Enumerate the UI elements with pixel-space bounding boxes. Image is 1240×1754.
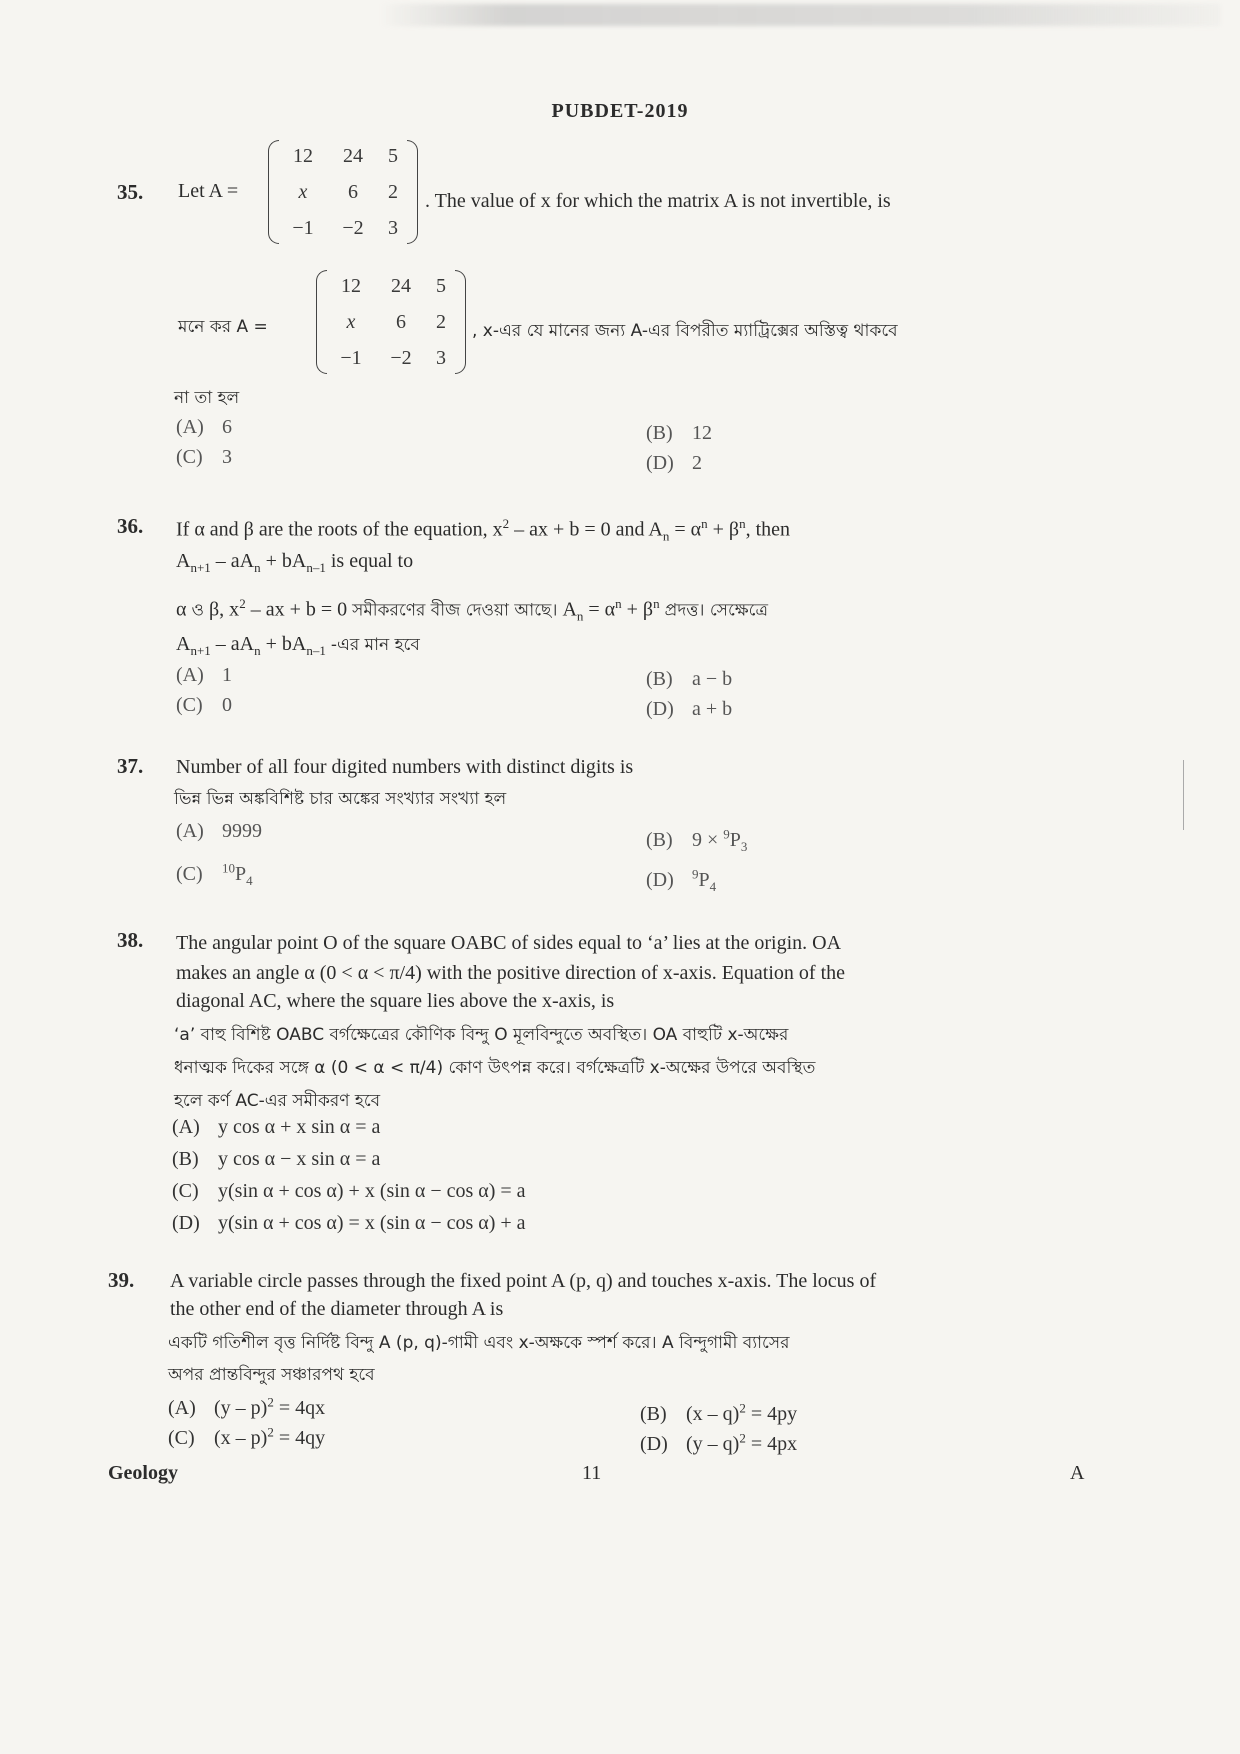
matrix-cell: 2 [388, 180, 398, 203]
footer-set: A [1070, 1462, 1085, 1484]
footer-page-number: 11 [582, 1462, 602, 1484]
q38-en-line3: diagonal AC, where the square lies above the x-axis, is [176, 990, 615, 1012]
q38-option-b [172, 1148, 380, 1171]
q39-option-c [168, 1424, 325, 1450]
q36-option-a [176, 664, 232, 687]
option-text: $9 \times ^9P_3$ [692, 826, 748, 854]
matrix-cell: 12 [293, 144, 313, 167]
q39-en-line1: A variable circle passes through the fixed point A (p, q) and touches x-axis. The locus of [170, 1270, 877, 1292]
matrix-cell: 5 [388, 144, 398, 167]
option-text: y cos α + x sin α = a [218, 1116, 381, 1138]
q39-option-d [640, 1430, 797, 1456]
option-label: (C) [168, 1426, 195, 1449]
q38-bn-line2: ধনাত্মক দিকের সঙ্গে α (0 < α < π/4) কোণ উৎপন্ন করে। বর্গক্ষেত্রটি x-অক্ষের উপরে অবস্থিত [174, 1058, 816, 1078]
matrix-cell: 6 [348, 180, 358, 203]
option-label: (A) [176, 416, 204, 438]
option-text: 6 [222, 416, 232, 438]
question-number: 36. [117, 514, 144, 538]
option-label: (C) [172, 1180, 199, 1202]
q39-bn-line1: একটি গতিশীল বৃত্ত নির্দিষ্ট বিন্দু A (p, q)-গামী এবং x-অক্ষকে স্পর্শ করে। A বিন্দুগামী ব্যাসের [168, 1333, 790, 1353]
q35-en-prefix: Let A = [178, 180, 239, 202]
matrix-cell: 2 [436, 310, 446, 333]
option-label: (C) [176, 862, 203, 885]
q38-bn-line1: ‘a’ বাহু বিশিষ্ট OABC বর্গক্ষেত্রের কৌণিক বিন্দু O মূলবিন্দুতে অবস্থিত। OA বাহুটি x-অক্ষের [174, 1025, 789, 1045]
option-label: (D) [646, 698, 674, 720]
q35-option-c [176, 446, 232, 469]
q35-bn-prefix: মনে কর A = [178, 317, 268, 337]
q36-option-c [176, 694, 232, 717]
option-text: $^9P_4$ [692, 866, 717, 894]
option-label: (B) [640, 1402, 667, 1425]
q36-option-b [646, 668, 732, 691]
option-label: (A) [176, 820, 204, 842]
option-label: (A) [176, 664, 204, 686]
q37-option-a [176, 820, 262, 843]
q35-bn-line2: না তা হল [174, 388, 240, 408]
option-label: (B) [646, 668, 673, 690]
option-text: 12 [692, 422, 712, 444]
q35-bn-suffix: , x-এর যে মানের জন্য A-এর বিপরীত ম্যাট্রিক্সের অস্তিত্ব থাকবে [472, 321, 898, 341]
q38-bn-line3: হলে কর্ণ AC-এর সমীকরণ হবে [174, 1091, 381, 1111]
q38-en-line2: makes an angle α (0 < α < π/4) with the positive direction of x-axis. Equation of the [176, 962, 846, 984]
question-number: 37. [117, 754, 144, 778]
matrix-cell: x [346, 310, 356, 333]
option-text: 2 [692, 452, 702, 474]
option-text: 1 [222, 664, 232, 686]
q37-option-b [646, 826, 747, 855]
q35-matrix-bn [316, 268, 466, 376]
matrix-cell: −2 [390, 346, 412, 369]
q39-bn-line2: অপর প্রান্তবিন্দুর সঞ্চারপথ হবে [168, 1365, 375, 1385]
q36-option-d [646, 698, 732, 721]
q39-option-b [640, 1400, 797, 1426]
scan-smudge [380, 4, 1220, 26]
question-number: 35. [117, 180, 144, 204]
option-label: (A) [172, 1116, 200, 1138]
option-text: 3 [222, 446, 232, 468]
option-label: (B) [646, 422, 673, 444]
q38-option-d [172, 1212, 526, 1235]
matrix-cell: 24 [343, 144, 363, 167]
q39-option-a [168, 1394, 325, 1420]
q37-bn: ভিন্ন ভিন্ন অঙ্কবিশিষ্ট চার অঙ্কের সংখ্যার সংখ্যা হল [174, 789, 507, 809]
option-text: 0 [222, 694, 232, 716]
matrix-cell: −1 [340, 346, 362, 369]
q37-option-c [176, 860, 253, 889]
q39-en-line2: the other end of the diameter through A is [170, 1298, 504, 1320]
matrix-cell: −1 [292, 216, 314, 239]
option-label: (A) [168, 1396, 196, 1419]
option-text: y cos α − x sin α = a [218, 1148, 381, 1170]
matrix-cell: 5 [436, 274, 446, 297]
option-label: (D) [646, 452, 674, 474]
matrix-cell: 6 [396, 310, 406, 333]
scan-mark [1183, 760, 1184, 830]
q37-option-d [646, 866, 716, 895]
option-text: y(sin α + cos α) = x (sin α − cos α) + a [218, 1212, 526, 1234]
option-text: y(sin α + cos α) + x (sin α − cos α) = a [218, 1180, 526, 1202]
q38-option-a [172, 1116, 380, 1139]
q35-option-d [646, 452, 702, 475]
page-title: PUBDET-2019 [551, 100, 689, 122]
option-text: (x – p)$^2$ = 4qy [214, 1424, 326, 1449]
option-label: (C) [176, 446, 203, 468]
option-text: (y – p)$^2$ = 4qx [214, 1394, 326, 1419]
question-number: 39. [108, 1268, 135, 1292]
q36-en-line2: $A_{n+1} - aA_n + bA_{n-1}$ is equal to [176, 550, 414, 575]
option-text: (x – q)$^2$ = 4py [686, 1400, 798, 1425]
q36-bn-line1: α ও β, $x^2$ – ax + b = 0 সমীকরণের বীজ দেওয়া আছে। $A_n = \alpha^n + \beta^n$ প্রদত্ত। সেক্ষেত্রে [176, 596, 768, 624]
matrix-cell: 3 [436, 346, 446, 369]
option-text: (y – q)$^2$ = 4px [686, 1430, 798, 1455]
option-label: (D) [646, 868, 674, 891]
option-text: $^{10}P_4$ [222, 860, 253, 888]
option-label: (D) [172, 1212, 200, 1234]
q38-option-c [172, 1180, 526, 1203]
option-label: (C) [176, 694, 203, 716]
q38-en-line1: The angular point O of the square OABC of sides equal to ‘a’ lies at the origin. OA [176, 932, 842, 954]
matrix-cell: 24 [391, 274, 411, 297]
matrix-cell: 3 [388, 216, 398, 239]
option-label: (D) [640, 1432, 668, 1455]
q35-option-b [646, 422, 712, 445]
q35-en-suffix: . The value of x for which the matrix A is not invertible, is [425, 190, 891, 212]
q36-bn-line2: $A_{n+1} - aA_n + bA_{n-1}$ -এর মান হবে [176, 633, 420, 658]
footer-subject: Geology [108, 1462, 178, 1484]
matrix-cell: 12 [341, 274, 361, 297]
option-text: a − b [692, 668, 733, 690]
q37-en: Number of all four digited numbers with distinct digits is [176, 756, 634, 778]
q35-option-a [176, 416, 232, 439]
option-text: a + b [692, 698, 733, 720]
q35-matrix-en [268, 138, 418, 246]
option-label: (B) [646, 828, 673, 851]
matrix-cell: x [298, 180, 308, 203]
matrix-cell: −2 [342, 216, 364, 239]
option-text: 9999 [222, 820, 262, 842]
option-label: (B) [172, 1148, 199, 1170]
q36-en-line1: If α and β are the roots of the equation, $x^2$ – ax + b = 0 and $A_n = \alpha^n + \beta^n$, then [176, 516, 790, 544]
question-number: 38. [117, 928, 144, 952]
